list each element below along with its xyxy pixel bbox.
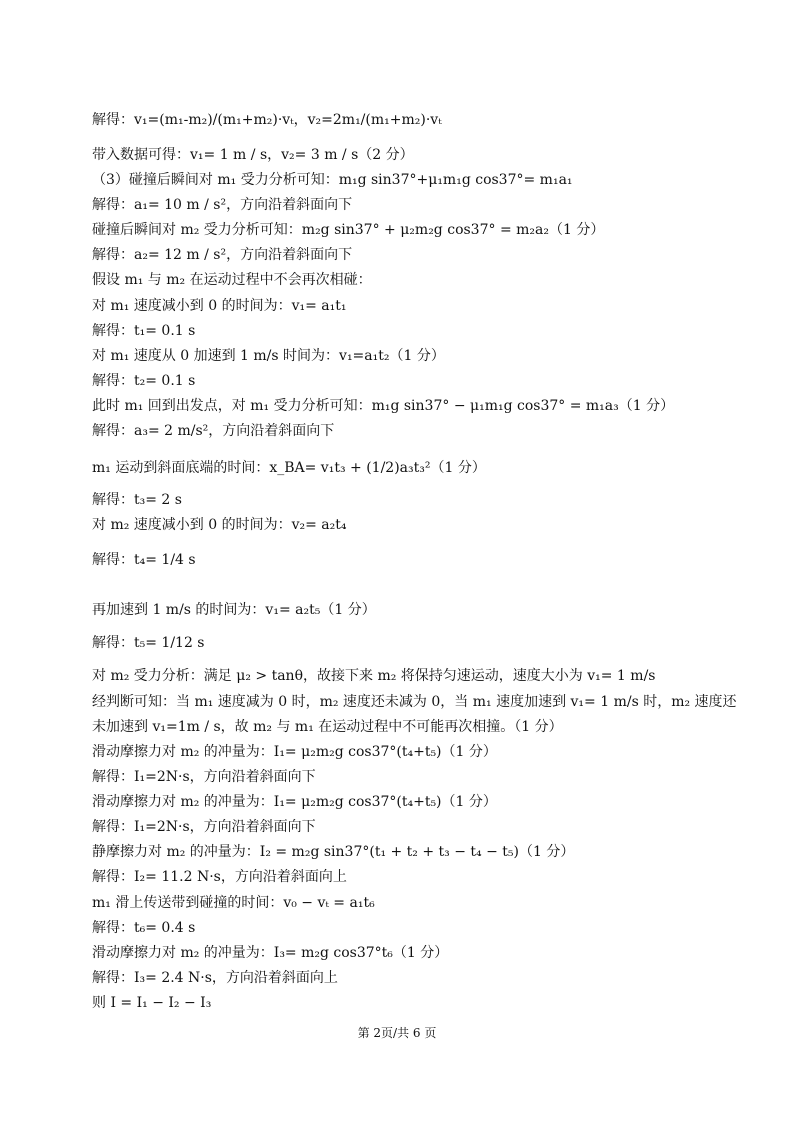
solution-line: 解得：a₁= 10 m / s²，方向沿着斜面向下 — [92, 197, 353, 213]
solution-line: 解得：t₂= 0.1 s — [92, 373, 196, 389]
solution-line: 解得：a₂= 12 m / s²，方向沿着斜面向下 — [92, 247, 353, 263]
solution-line: 对 m₁ 速度减小到 0 的时间为：v₁= a₁t₁ — [92, 298, 347, 314]
solution-line: 碰撞后瞬间对 m₂ 受力分析可知：m₂g sin37° + μ₂m₂g cos37° = m₂a₂（1 分） — [92, 222, 605, 238]
solution-line: 则 I = I₁ − I₂ − I₃ — [92, 995, 212, 1011]
solution-line: m₁ 运动到斜面底端的时间：x_BA= v₁t₃ + (1/2)a₃t₃²（1 分） — [92, 460, 486, 476]
solution-line: 解得：t₅= 1/12 s — [92, 635, 205, 651]
solution-line: 解得：I₃= 2.4 N·s，方向沿着斜面向上 — [92, 970, 338, 986]
solution-line: 滑动摩擦力对 m₂ 的冲量为：I₁= μ₂m₂g cos37°(t₄+t₅)（1 分） — [92, 744, 497, 760]
solution-line: 解得：t₁= 0.1 s — [92, 323, 196, 339]
solution-line: 解得：t₃= 2 s — [92, 492, 182, 508]
solution-line: 解得：I₂= 11.2 N·s，方向沿着斜面向上 — [92, 869, 347, 885]
solution-line: 对 m₁ 速度从 0 加速到 1 m/s 时间为：v₁=a₁t₂（1 分） — [92, 348, 445, 364]
solution-line: 经判断可知：当 m₁ 速度减为 0 时，m₂ 速度还未减为 0，当 m₁ 速度加速到 v₁= 1 m/s 时，m₂ 速度还 — [92, 694, 737, 710]
solution-line: 解得：I₁=2N·s，方向沿着斜面向下 — [92, 769, 316, 785]
page-footer: 第 2页/共 6 页 — [357, 1026, 437, 1040]
solution-line: （3）碰撞后瞬间对 m₁ 受力分析可知：m₁g sin37°+μ₁m₁g cos37°= m₁a₁ — [92, 172, 573, 188]
solution-line: 对 m₂ 受力分析：满足 μ₂ > tanθ，故接下来 m₂ 将保持匀速运动，速度大小为 v₁= 1 m/s — [92, 668, 656, 684]
solution-line: 静摩擦力对 m₂ 的冲量为：I₂ = m₂g sin37°(t₁ + t₂ + t₃ − t₄ − t₅)（1 分） — [92, 844, 575, 860]
solution-line: 再加速到 1 m/s 的时间为：v₁= a₂t₅（1 分） — [92, 602, 376, 618]
solution-line: 解得：t₄= 1/4 s — [92, 552, 196, 568]
solution-line: m₁ 滑上传送带到碰撞的时间：v₀ − vₜ = a₁t₆ — [92, 895, 375, 911]
solution-line: 解得：I₁=2N·s，方向沿着斜面向下 — [92, 819, 316, 835]
solution-line: 此时 m₁ 回到出发点，对 m₁ 受力分析可知：m₁g sin37° − μ₁m₁g cos37° = m₁a₃（1 分） — [92, 398, 675, 414]
solution-line: 解得：a₃= 2 m/s²，方向沿着斜面向下 — [92, 423, 335, 439]
solution-line: 滑动摩擦力对 m₂ 的冲量为：I₃= m₂g cos37°t₆（1 分） — [92, 945, 449, 961]
solution-line: 带入数据可得：v₁= 1 m / s，v₂= 3 m / s（2 分） — [92, 147, 414, 163]
solution-line: 假设 m₁ 与 m₂ 在运动过程中不会再次相碰： — [92, 272, 372, 288]
solution-line: 解得：v₁=(m₁-m₂)/(m₁+m₂)·vₜ，v₂=2m₁/(m₁+m₂)·vₜ — [92, 112, 442, 128]
solution-line: 对 m₂ 速度减小到 0 的时间为：v₂= a₂t₄ — [92, 517, 347, 533]
solution-line: 解得：t₆= 0.4 s — [92, 920, 196, 936]
solution-line: 滑动摩擦力对 m₂ 的冲量为：I₁= μ₂m₂g cos37°(t₄+t₅)（1 分） — [92, 794, 497, 810]
solution-line: 未加速到 v₁=1m / s，故 m₂ 与 m₁ 在运动过程中不可能再次相撞。（1 分） — [92, 719, 563, 735]
